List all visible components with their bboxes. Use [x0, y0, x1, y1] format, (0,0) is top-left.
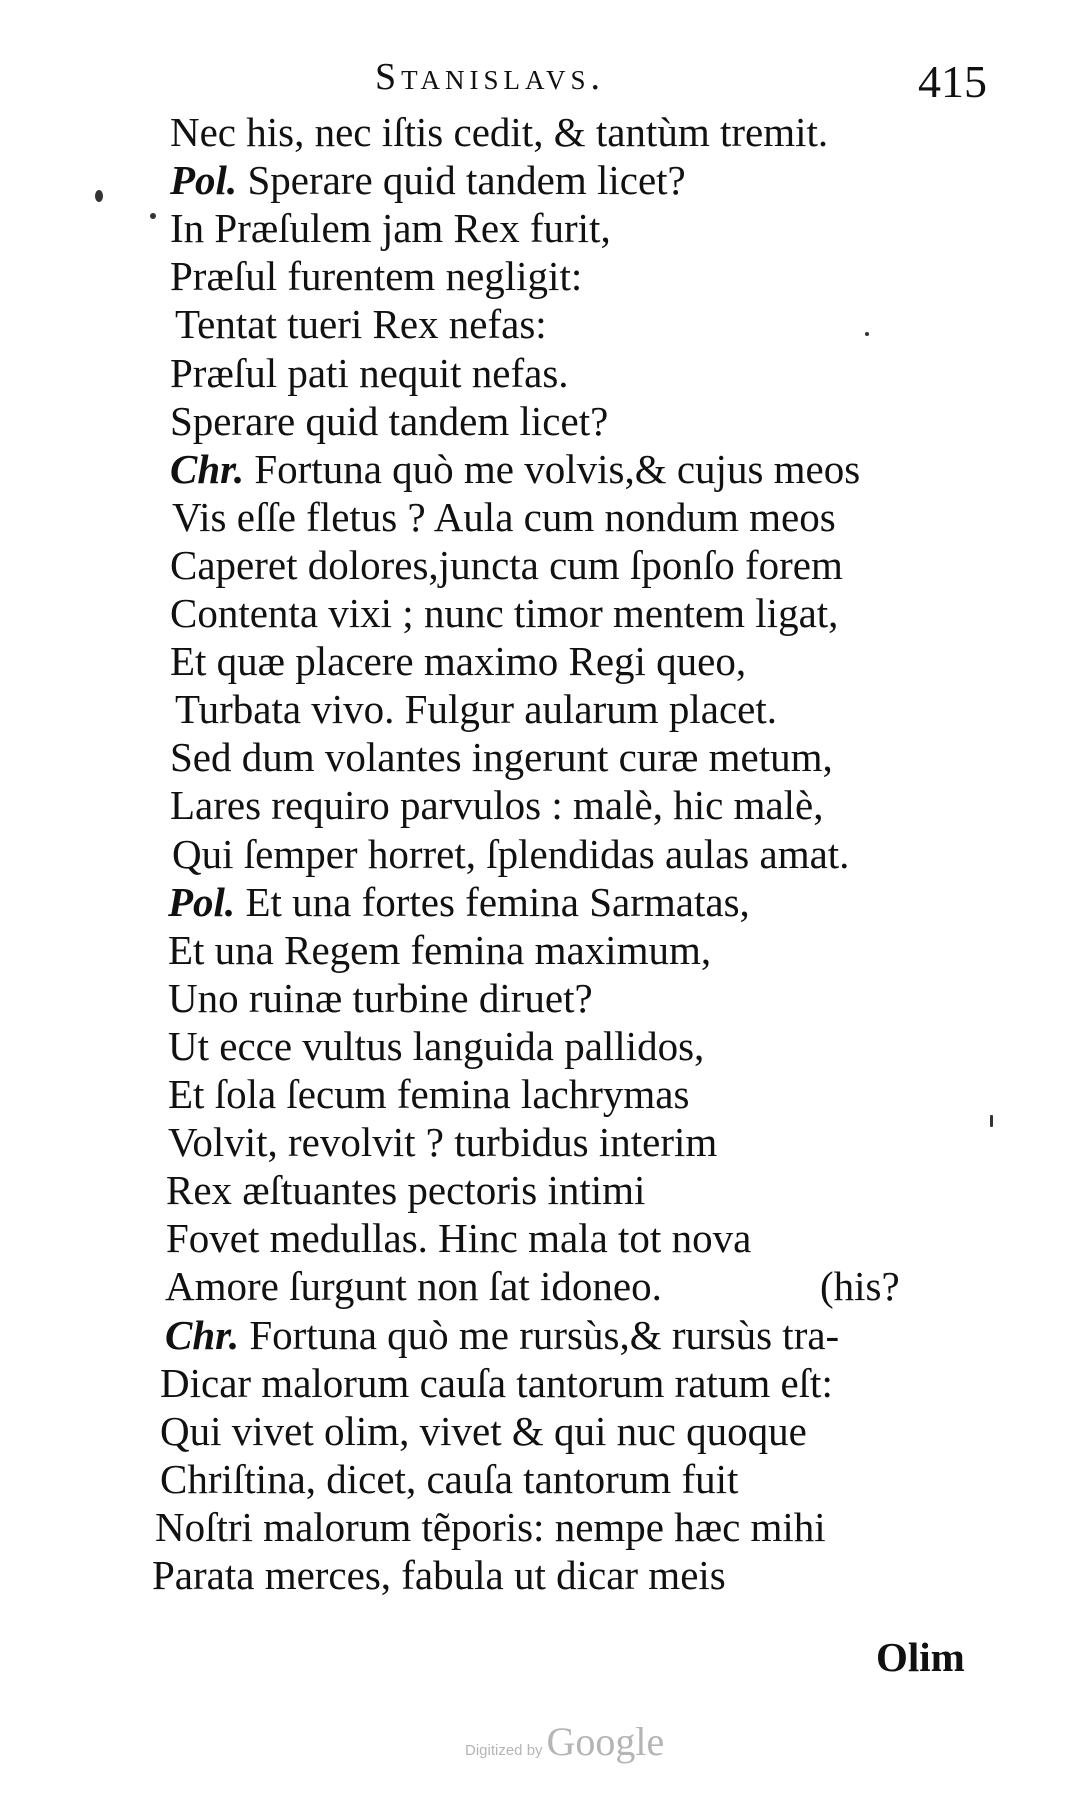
ink-speck — [865, 332, 869, 336]
verse-text: Dicar malorum cauſa tantorum ratum eſt: — [160, 1360, 833, 1406]
verse-text: Chriſtina, dicet, cauſa tantorum fuit — [160, 1456, 739, 1502]
verse-line — [170, 542, 843, 588]
digitized-watermark — [465, 1718, 664, 1765]
verse-line — [175, 686, 777, 732]
verse-line — [160, 1456, 739, 1502]
verse-line — [170, 782, 824, 828]
verse-text: Lares requiro parvulos : malè, hic malè, — [170, 782, 824, 828]
verse-text: Sperare quid tandem licet? — [237, 157, 686, 203]
verse-text: Nec his, nec iſtis cedit, & tantùm tremit. — [170, 109, 829, 155]
verse-line — [175, 301, 547, 347]
verse-text: Et quæ placere maximo Regi queo, — [170, 638, 747, 684]
verse-text: Vis eſſe fletus ? Aula cum nondum meos — [172, 494, 836, 540]
speaker-label: Chr. — [165, 1312, 240, 1358]
turnover-fragment: (his? — [820, 1263, 900, 1309]
verse-line — [160, 1408, 807, 1454]
ink-speck — [95, 190, 103, 202]
verse-text: Parata merces, fabula ut dicar meis — [152, 1552, 726, 1598]
verse-line — [155, 1504, 826, 1550]
verse-line — [170, 350, 569, 396]
verse-text: Sperare quid tandem licet? — [170, 398, 609, 444]
page-number: 415 — [918, 56, 987, 107]
verse-line — [160, 1360, 833, 1406]
verse-text: Sed dum volantes ingerunt curæ metum, — [170, 734, 833, 780]
verse-text: Fovet medullas. Hinc mala tot nova — [166, 1215, 752, 1261]
verse-line — [168, 975, 593, 1021]
verse-text: Qui ſemper horret, ſplendidas aulas amat. — [172, 831, 850, 877]
verse-text: Et ſola ſecum femina lachrymas — [168, 1071, 690, 1117]
verse-text: Et una fortes femina Sarmatas, — [235, 879, 750, 925]
watermark-prefix: Digitized by — [465, 1742, 543, 1759]
verse-text: Et una Regem femina maximum, — [168, 927, 712, 973]
verse-line — [166, 1167, 646, 1213]
verse-text: Fortuna quò me rursùs,& rursùs tra- — [239, 1312, 840, 1358]
verse-line — [168, 879, 750, 925]
verse-line — [170, 638, 747, 684]
verse-line — [170, 734, 833, 780]
verse-text: In Præſulem jam Rex furit, — [170, 205, 611, 251]
speaker-label: Chr. — [170, 446, 245, 492]
speaker-label: Pol. — [170, 157, 238, 203]
verse-text: Turbata vivo. Fulgur aularum placet. — [175, 686, 777, 732]
verse-line — [152, 1552, 726, 1598]
verse-line — [168, 927, 712, 973]
verse-text: Tentat tueri Rex nefas: — [175, 301, 547, 347]
verse-text: Noſtri malorum tẽporis: nempe hæc mihi — [155, 1504, 826, 1550]
verse-line — [168, 1023, 705, 1069]
verse-text: Caperet dolores,juncta cum ſponſo forem — [170, 542, 843, 588]
verse-line — [170, 157, 686, 203]
verse-line — [170, 109, 829, 155]
verse-line — [170, 590, 839, 636]
verse-text: Contenta vixi ; nunc timor mentem ligat, — [170, 590, 839, 636]
verse-line — [170, 253, 583, 299]
watermark-logo: Google — [546, 1719, 665, 1764]
running-head: Stanislavs. — [375, 56, 605, 98]
verse-line — [170, 398, 609, 444]
verse-line — [172, 831, 850, 877]
ink-speck — [150, 213, 156, 219]
ink-speck — [990, 1115, 993, 1127]
verse-text: Præſul pati nequit nefas. — [170, 350, 569, 396]
verse-text: Rex æſtuantes pectoris intimi — [166, 1167, 646, 1213]
verse-line — [165, 1263, 900, 1309]
verse-text: Ut ecce vultus languida pallidos, — [168, 1023, 705, 1069]
verse-text: Fortuna quò me volvis,& cujus meos — [244, 446, 861, 492]
verse-text: Præſul furentem negligit: — [170, 253, 583, 299]
verse-text: Qui vivet olim, vivet & qui nuc quoque — [160, 1408, 807, 1454]
verse-line — [168, 1071, 690, 1117]
verse-line — [166, 1215, 752, 1261]
verse-text: Volvit, revolvit ? turbidus interim — [168, 1119, 718, 1165]
verse-text: Uno ruinæ turbine diruet? — [168, 975, 593, 1021]
verse-line — [172, 494, 836, 540]
verse-line — [170, 446, 861, 492]
verse-line — [168, 1119, 718, 1165]
verse-line — [165, 1312, 840, 1358]
speaker-label: Pol. — [168, 879, 236, 925]
verse-text: Amore ſurgunt non ſat idoneo. — [165, 1263, 662, 1309]
verse-line — [170, 205, 611, 251]
catchword: Olim — [876, 1634, 965, 1680]
